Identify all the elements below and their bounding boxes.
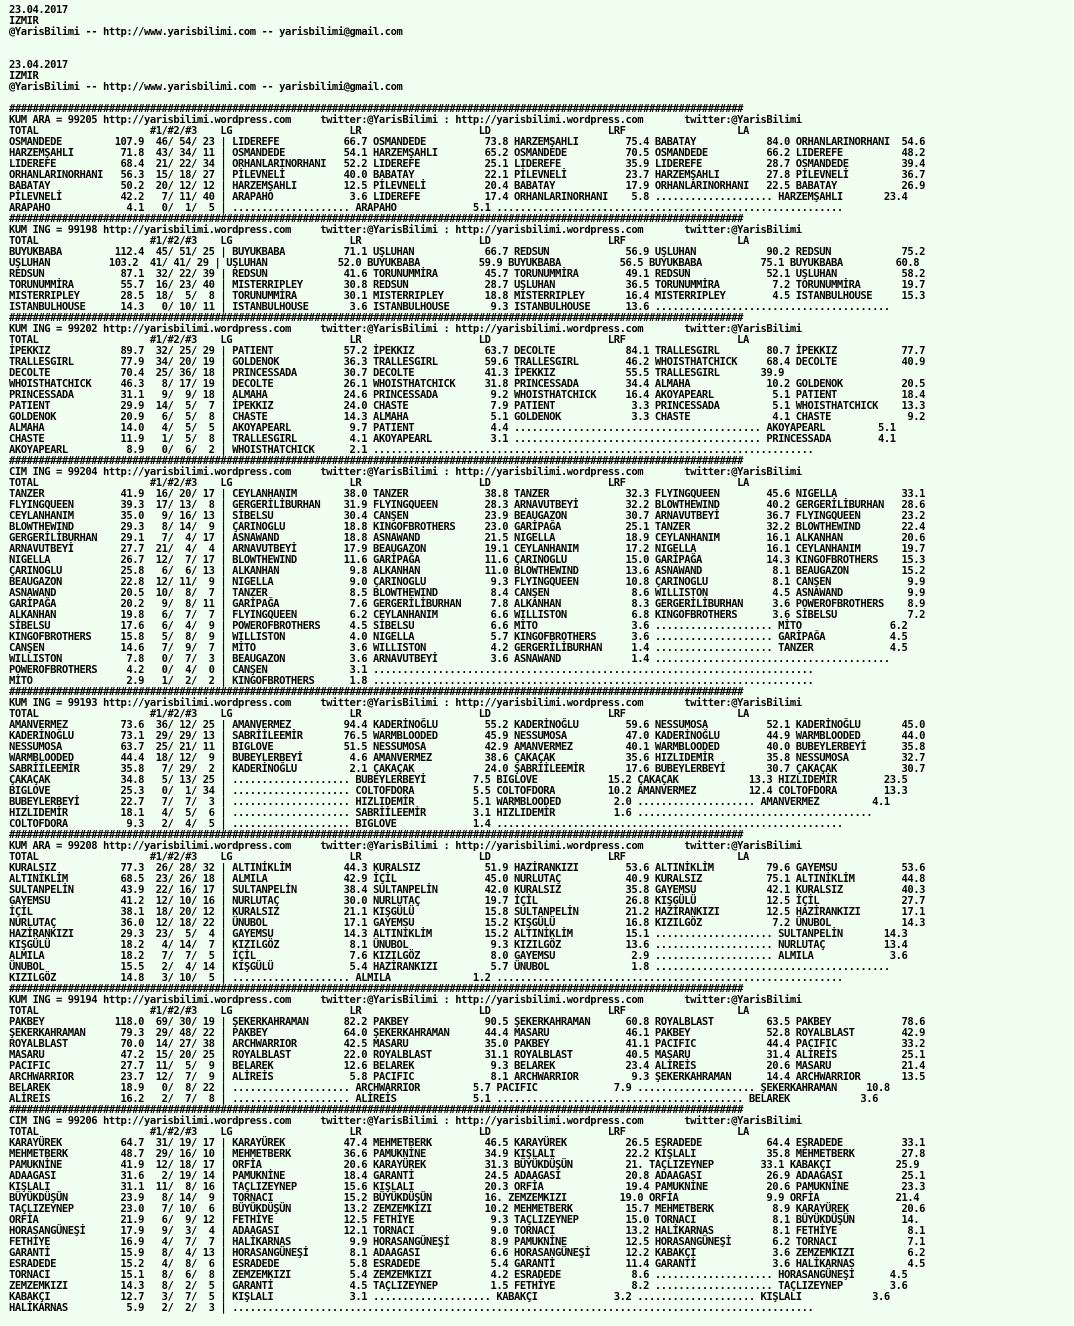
table-row: SİBELSU 17.6 6/ 4/ 9 | POWEROFBROTHERS 4.5 SİBELSU 6.6 MİTO 3.6 .................... MİTO 6.2	[9, 620, 908, 632]
table-row: ESRADEDE 15.2 4/ 8/ 6 | ESRADEDE 5.8 ESRADEDE 5.4 GARANTİ 11.4 GARANTİ 3.6 HALİKARNAS 4.5	[9, 1258, 925, 1270]
table-row: ALTINİKLİM 68.5 23/ 26/ 18 | ALMILA 42.9 İÇİL 45.0 NURLUTAÇ 40.9 KURALSIZ 75.1 ALTINİKLİM 44.8	[9, 873, 925, 885]
table-row: ARCHWARRIOR 23.7 12/ 7/ 9 | ALİREİS 5.8 PACIFIC 8.1 ARCHWARRIOR 9.3 ŞEKERKAHRAMAN 14.4 ARCHWARRIOR 13.5	[9, 1071, 925, 1083]
section-divider: #############################################################################################################################	[9, 455, 743, 467]
table-row: ASNAWAND 20.5 10/ 8/ 7 | TANZER 8.5 BLOWTHEWIND 8.4 CANŞEN 8.6 WILLISTON 4.5 ASNAWAND 9.9	[9, 587, 925, 599]
table-row: HALİKARNAS 5.9 2/ 2/ 3 | ...................................................................................................	[9, 1302, 814, 1314]
table-row: BABATAY 50.2 20/ 12/ 12 | HARZEMŞAHLI 12.5 PİLEVNELİ 20.4 BABATAY 17.9 ORHANLARINORHANI 22.5 BABATAY 26.9	[9, 180, 925, 192]
table-row: PAKBEY 118.0 69/ 30/ 19 | ŞEKERKAHRAMAN 82.2 PAKBEY 90.5 ŞEKERKAHRAMAN 60.8 ROYALBLAST 63.5 PAKBEY 78.6	[9, 1016, 925, 1028]
table-row: ARAPAHO 4.1 0/ 1/ 5 | .................... ARAPAHO 5.1 ...........................................................	[9, 202, 843, 214]
table-row: KABAKÇI 12.7 3/ 7/ 5 | KIŞLALI 3.1 .................... KABAKÇI 3.2 .................... KIŞLALI 3.6	[9, 1291, 890, 1303]
column-header: TOTAL #1/#2/#3 LG LR LD LRF LA	[9, 1126, 749, 1138]
table-row: NURLUTAÇ 36.0 12/ 18/ 22 | ÜNUBOL 17.1 GAYEMSU 15.2 KIŞGÜLÜ 16.8 KIZILGÖZ 7.2 ÜNUBOL 14.3	[9, 917, 925, 929]
table-row: CANŞEN 14.6 7/ 9/ 7 | MİTO 3.6 WILLISTON 4.2 GERGERİLİBURHAN 1.4 .................... TANZER 4.5	[9, 642, 908, 654]
race-header: KUM ARA = 99205 http://yarisbilimi.wordpress.com twitter:@YarisBilimi : http://yarisbilimi.wordpress.com twitter:@YarisBilimi	[9, 114, 802, 126]
section-divider: #############################################################################################################################	[9, 1104, 743, 1116]
table-row: ŞEKERKAHRAMAN 79.3 29/ 48/ 22 | PAKBEY 64.0 ŞEKERKAHRAMAN 44.4 MASARU 46.1 PAKBEY 52.8 ROYALBLAST 42.9	[9, 1027, 925, 1039]
race-header: KUM ING = 99202 http://yarisbilimi.wordpress.com twitter:@YarisBilimi : http://yarisbilimi.wordpress.com twitter:@YarisBilimi	[9, 323, 802, 335]
section-divider: #############################################################################################################################	[9, 103, 743, 115]
text-line: 23.04.2017	[9, 59, 68, 71]
race-header: KUM ING = 99198 http://yarisbilimi.wordpress.com twitter:@YarisBilimi : http://yarisbilimi.wordpress.com twitter:@YarisBilimi	[9, 224, 802, 236]
table-row: ARNAVUTBEYİ 27.7 21/ 4/ 4 | ARNAVUTBEYİ 17.9 BEAUGAZON 19.1 CEYLANHANIM 17.2 NIGELLA 16.1 CEYLANHANIM 19.7	[9, 543, 925, 555]
table-row: TANZER 41.9 16/ 20/ 17 | CEYLANHANIM 38.0 TANZER 38.8 TANZER 32.3 FLYINGQUEEN 45.6 NIGELLA 33.1	[9, 488, 925, 500]
table-row: GAYEMSU 41.2 12/ 10/ 16 | NURLUTAÇ 30.0 NURLUTAÇ 19.7 İÇİL 26.8 KIŞGÜLÜ 12.5 İÇİL 27.7	[9, 895, 925, 907]
column-header: TOTAL #1/#2/#3 LG LR LD LRF LA	[9, 334, 749, 346]
table-row: ÜNUBOL 15.5 2/ 4/ 14 | KIŞGÜLÜ 5.4 HAZİRANKIZI 5.7 ÜNUBOL 1.8 ........................................	[9, 961, 890, 973]
column-header: TOTAL #1/#2/#3 LG LR LD LRF LA	[9, 851, 749, 863]
table-row: MASARU 47.2 15/ 20/ 25 | ROYALBLAST 22.0 ROYALBLAST 31.1 ROYALBLAST 40.5 MASARU 31.4 ALİREİS 25.1	[9, 1049, 925, 1061]
column-header: TOTAL #1/#2/#3 LG LR LD LRF LA	[9, 235, 749, 247]
table-row: MEHMETBERK 48.7 29/ 16/ 10 | MEHMETBERK 36.6 PAMUKNİNE 34.9 KIŞLALI 22.2 KIŞLALI 35.8 MEHMETBERK 27.8	[9, 1148, 925, 1160]
table-row: AMANVERMEZ 73.6 36/ 12/ 25 | AMANVERMEZ 94.4 KADERİNOĞLU 55.2 KADERİNOĞLU 59.6 NESSUMOSA 52.1 KADERİNOĞLU 45.0	[9, 719, 925, 731]
table-row: GOLDENOK 20.9 6/ 5/ 8 | CHASTE 14.3 ALMAHA 5.1 GOLDENOK 3.3 CHASTE 4.1 CHASTE 9.2	[9, 411, 925, 423]
section-divider: #############################################################################################################################	[9, 213, 743, 225]
table-row: KINGOFBROTHERS 15.8 5/ 8/ 9 | WILLISTON 4.0 NIGELLA 5.7 KINGOFBROTHERS 3.6 .................... GARİPAĞA 4.5	[9, 631, 908, 643]
table-row: PACIFIC 27.7 11/ 5/ 9 | BELAREK 12.6 BELAREK 9.3 BELAREK 23.4 ALİREİS 20.6 MASARU 21.4	[9, 1060, 925, 1072]
table-row: TAÇLIZEYNEP 23.0 7/ 10/ 6 | BÜYÜKDÜŞÜN 13.2 ZEMZEMKIZI 10.2 MEHMETBERK 15.7 MEHMETBERK 8.9 KARAYÜREK 20.6	[9, 1203, 925, 1215]
table-row: BUYUKBABA 112.4 45/ 51/ 25 | BUYUKBABA 71.1 UŞLUHAN 66.7 REDSUN 56.9 UŞLUHAN 90.2 REDSUN 75.2	[9, 246, 925, 258]
table-row: FLYINGQUEEN 39.3 17/ 13/ 8 | GERGERİLİBURHAN 31.9 FLYINGQUEEN 28.3 ARNAVUTBEYİ 32.2 BLOWTHEWIND 40.2 GERGERİLİBURHAN 28.6	[9, 499, 925, 511]
table-row: ÇAKAÇAK 34.8 5/ 13/ 25 | .................... BUBEYLERBEYİ 7.5 BIGLOVE 15.2 ÇAKAÇAK 13.3 HIZLIDEMİR 23.5	[9, 774, 908, 786]
table-row: PRINCESSADA 31.1 9/ 9/ 18 | ALMAHA 24.6 PRINCESSADA 9.2 WHOISTHATCHICK 16.4 AKOYAPEARL 5.1 PATIENT 18.4	[9, 389, 925, 401]
section-divider: #############################################################################################################################	[9, 983, 743, 995]
table-row: GARANTİ 15.9 8/ 4/ 13 | HORASANGÜNEŞİ 8.1 ADAAGASI 6.6 HORASANGÜNEŞİ 12.2 KABAKÇI 3.6 ZEMZEMKIZI 6.2	[9, 1247, 925, 1259]
table-row: HARZEMŞAHLI 71.8 43/ 34/ 11 | OSMANDEDE 54.1 HARZEMŞAHLI 65.2 OSMANDEDE 70.5 OSMANDEDE 66.2 LIDEREFE 48.2	[9, 147, 925, 159]
table-row: CEYLANHANIM 35.0 9/ 16/ 13 | SİBELSU 30.4 CANŞEN 23.9 BEAUGAZON 30.7 ARNAVUTBEYİ 36.7 FLYINGQUEEN 23.2	[9, 510, 925, 522]
table-row: TORUNUMMİRA 55.7 16/ 23/ 40 | MISTERRIPLEY 30.8 REDSUN 28.7 UŞLUHAN 36.5 TORUNUMMİRA 7.2 TORUNUMMİRA 19.7	[9, 279, 925, 291]
table-row: PAMUKNİNE 41.9 12/ 18/ 17 | ORFİA 20.6 KARAYÜREK 31.3 BÜYÜKDÜŞÜN 21. TAÇLIZEYNEP 33.1 KABAKÇI 25.9	[9, 1159, 920, 1171]
table-row: ISTANBULHOUSE 14.3 0/ 10/ 11 | ISTANBULHOUSE 3.6 ISTANBULHOUSE 9.3 ISTANBULHOUSE 13.6 ........................................	[9, 301, 890, 313]
text-line: IZMIR	[9, 15, 39, 27]
table-row: BUBEYLERBEYİ 22.7 7/ 7/ 3 | .................... HIZLIDEMİR 5.1 WARMBLOODED 2.0 .................... AMANVERMEZ 4.1	[9, 796, 890, 808]
blank-line	[9, 49, 1074, 60]
table-row: ADAAGASI 31.6 2/ 19/ 14 | PAMUKNİNE 18.4 GARANTİ 24.5 ADAAGASI 20.8 ADAAGASI 26.9 ADAAGASI 25.1	[9, 1170, 925, 1182]
table-row: ALMAHA 14.0 4/ 5/ 5 | AKOYAPEARL 9.7 PATIENT 4.4 .......................................... AKOYAPEARL 5.1	[9, 422, 896, 434]
table-row: TORNACI 15.1 8/ 6/ 8 | ZEMZEMKIZI 5.4 ZEMZEMKIZI 4.2 ESRADEDE 8.6 .................... HORASANGÜNEŞİ 4.5	[9, 1269, 908, 1281]
table-row: KADERİNOĞLU 73.1 29/ 29/ 13 | SABRİİLEEMİR 76.5 WARMBLOODED 45.9 NESSUMOSA 47.0 KADERİNOĞLU 44.9 WARMBLOODED 44.0	[9, 730, 925, 742]
table-row: GARİPAĞA 20.2 9/ 8/ 11 | GARİPAĞA 7.6 GERGERİLİBURHAN 7.8 ALKANHAN 8.3 GERGERİLİBURHAN 3.6 POWEROFBROTHERS 8.9	[9, 598, 925, 610]
race-header: KUM ING = 99194 http://yarisbilimi.wordpress.com twitter:@YarisBilimi : http://yarisbilimi.wordpress.com twitter:@YarisBilimi	[9, 994, 802, 1006]
column-header: TOTAL #1/#2/#3 LG LR LD LRF LA	[9, 125, 749, 137]
race-header: KUM ING = 99193 http://yarisbilimi.wordpress.com twitter:@YarisBilimi : http://yarisbilimi.wordpress.com twitter:@YarisBilimi	[9, 697, 802, 709]
table-row: MİTO 2.9 1/ 2/ 2 | KINGOFBROTHERS 1.8 ...........................................................................	[9, 675, 814, 687]
race-header: CIM ING = 99204 http://yarisbilimi.wordpress.com twitter:@YarisBilimi : http://yarisbilimi.wordpress.com twitter:@YarisBilimi	[9, 466, 802, 478]
table-row: BIGLOVE 25.3 0/ 1/ 34 | .................... COLTOFDORA 5.5 COLTOFDORA 10.2 AMANVERMEZ 12.4 COLTOFDORA 13.3	[9, 785, 908, 797]
table-row: GERGERİLİBURHAN 29.1 7/ 4/ 17 | ASNAWAND 18.8 ASNAWAND 21.5 NIGELLA 18.9 CEYLANHANIM 16.1 ALKANHAN 20.6	[9, 532, 925, 544]
section-divider: #############################################################################################################################	[9, 312, 743, 324]
column-header: TOTAL #1/#2/#3 LG LR LD LRF LA	[9, 708, 749, 720]
table-row: BEAUGAZON 22.8 12/ 11/ 9 | NIGELLA 9.0 ÇARINOGLU 9.3 FLYINGQUEEN 10.8 ÇARINOGLU 8.1 CANŞEN 9.9	[9, 576, 925, 588]
table-row: İÇİL 38.1 18/ 20/ 12 | KURALSIZ 21.1 KIŞGÜLÜ 15.8 SULTANPELİN 21.2 HAZİRANKIZI 12.5 HAZİRANKIZI 17.1	[9, 906, 925, 918]
table-row: SABRİİLEEMİR 35.8 7/ 29/ 2 | KADERİNOĞLU 2.1 ÇAKAÇAK 24.0 ŞABRİİLEEMİR 17.6 BUBEYLERBEYİ 30.7 ÇAKAÇAK 30.7	[9, 763, 925, 775]
table-row: NIGELLA 26.7 12/ 7/ 17 | BLOWTHEWIND 11.6 GARİPAĞA 11.6 ÇARINOGLU 15.0 GARİPAĞA 14.3 KINGOFBROTHERS 15.3	[9, 554, 925, 566]
table-row: BELAREK 18.9 0/ 8/ 22 | .................... ARCHWARRIOR 5.7 PACIFIC 7.9 .................... ŞEKERKAHRAMAN 10.8	[9, 1082, 890, 1094]
table-row: DECOLTE 70.4 25/ 36/ 18 | PRINCESSADA 30.7 DECOLTE 41.3 İPEKKIZ 55.5 TRALLESGIRL 39.9	[9, 367, 785, 379]
text-line: @YarisBilimi -- http://www.yarisbilimi.com -- yarisbilimi@gmail.com	[9, 81, 403, 93]
table-row: KIZILGÖZ 14.8 3/ 10/ 5 | .................... ALMILA 1.2 ...........................................................	[9, 972, 843, 984]
table-row: KURALSIZ 77.3 26/ 28/ 32 | ALTINİKLİM 44.3 KURALSIZ 51.9 HAZİRANKIZI 53.6 ALTINİKLİM 79.6 GAYEMSU 53.6	[9, 862, 925, 874]
table-row: OSMANDEDE 107.9 46/ 54/ 23 | LIDEREFE 66.7 OSMANDEDE 73.8 HARZEMŞAHLI 75.4 BABATAY 84.0 ORHANLARINORHANI 54.6	[9, 136, 925, 148]
table-row: ALKANHAN 19.8 6/ 7/ 7 | FLYINGQUEEN 6.2 CEYLANHANIM 6.6 WILLISTON 6.8 KINGOFBROTHERS 3.6 SİBELSU 7.2	[9, 609, 925, 621]
blank-line	[9, 38, 1074, 49]
table-row: REDSUN 87.1 32/ 22/ 39 | REDSUN 41.6 TORUNUMMİRA 45.7 TORUNUMMİRA 49.1 REDSUN 52.1 UŞLUHAN 58.2	[9, 268, 925, 280]
table-row: KIŞLALI 31.1 11/ 8/ 16 | TAÇLIZEYNEP 15.6 KIŞLALI 20.3 ORFİA 19.4 PAMUKNİNE 20.6 PAMUKNİNE 23.3	[9, 1181, 925, 1193]
section-divider: #############################################################################################################################	[9, 829, 743, 841]
table-row: HAZİRANKIZI 29.3 23/ 5/ 4 | GAYEMSU 14.3 ALTINİKLİM 15.2 ALTINİKLİM 15.1 .................... SULTANPELİN 14.3	[9, 928, 908, 940]
table-row: ALMILA 18.2 7/ 7/ 5 | İÇİL 7.6 KIZILGÖZ 8.0 GAYEMSU 2.9 .................... ALMILA 3.6	[9, 950, 908, 962]
table-row: BLOWTHEWIND 29.3 8/ 14/ 9 | ÇARINOGLU 18.8 KINGOFBROTHERS 23.0 GARİPAĞA 25.1 TANZER 32.2 BLOWTHEWIND 22.4	[9, 521, 925, 533]
table-row: FETHİYE 16.9 4/ 7/ 7 | HALİKARNAS 9.9 HORASANGÜNEŞİ 8.9 PAMUKNİNE 12.5 HORASANGÜNEŞİ 6.2 TORNACI 7.1	[9, 1236, 925, 1248]
text-line: 23.04.2017	[9, 4, 68, 16]
table-row: ALİREİS 16.2 2/ 7/ 8 | .................... ALİREİS 5.1 .......................................... BELAREK 3.6	[9, 1093, 878, 1105]
table-row: HORASANGÜNEŞİ 17.9 9/ 3/ 4 | ADAAGASI 12.1 TORNACI 9.0 TORNACI 13.2 HALİKARNAS 8.1 FETHİYE 8.1	[9, 1225, 925, 1237]
table-row: ZEMZEMKIZI 14.3 8/ 2/ 5 | GARANTİ 4.5 TAÇLIZEYNEP 1.5 FETHİYE 8.2 .................... TAÇLIZEYNEP 3.6	[9, 1280, 908, 1292]
table-row: KARAYÜREK 64.7 31/ 19/ 17 | KARAYÜREK 47.4 MEHMETBERK 46.5 KARAYÜREK 26.5 EŞRADEDE 64.4 EŞRADEDE 33.1	[9, 1137, 925, 1149]
column-header: TOTAL #1/#2/#3 LG LR LD LRF LA	[9, 477, 749, 489]
table-row: ORHANLARINORHANI 56.3 15/ 18/ 27 | PİLEVNELİ 40.0 BABATAY 22.1 PİLEVNELİ 23.7 HARZEMŞAHLI 27.8 PİLEVNELİ 36.7	[9, 169, 925, 181]
table-row: BÜYÜKDÜŞÜN 23.9 8/ 14/ 9 | TORNACI 15.2 BÜYÜKDÜŞÜN 16. ZEMZEMKIZI 19.0 ORFİA 9.9 ORFİA 21.4	[9, 1192, 920, 1204]
table-row: WHOISTHATCHICK 46.3 8/ 17/ 19 | DECOLTE 26.1 WHOISTHATCHICK 31.8 PRINCESSADA 34.4 ALMAHA 10.2 GOLDENOK 20.5	[9, 378, 925, 390]
race-header: CIM ING = 99206 http://yarisbilimi.wordpress.com twitter:@YarisBilimi : http://yarisbilimi.wordpress.com twitter:@YarisBilimi	[9, 1115, 802, 1127]
table-row: LIDEREFE 68.4 21/ 22/ 34 | ORHANLARINORHANI 52.2 LIDEREFE 25.1 LIDEREFE 35.9 LIDEREFE 28.7 OSMANDEDE 39.4	[9, 158, 925, 170]
table-row: WILLISTON 7.8 0/ 7/ 3 | BEAUGAZON 3.6 ARNAVUTBEYİ 3.6 ASNAWAND 1.4 ........................................	[9, 653, 890, 665]
table-row: ÇARINOGLU 25.8 6/ 6/ 13 | ALKANHAN 9.8 ALKANHAN 11.0 BLOWTHEWIND 13.6 ASNAWAND 8.1 BEAUGAZON 15.2	[9, 565, 925, 577]
table-row: NESSUMOSA 63.7 25/ 21/ 11 | BIGLOVE 51.5 NESSUMOSA 42.9 AMANVERMEZ 40.1 WARMBLOODED 40.0 BUBEYLERBEYİ 35.8	[9, 741, 925, 753]
table-row: İPEKKIZ 89.7 32/ 25/ 29 | PATIENT 57.2 İPEKKIZ 63.7 DECOLTE 84.1 TRALLESGIRL 80.7 İPEKKIZ 77.7	[9, 345, 925, 357]
table-row: KIŞGÜLÜ 18.2 4/ 14/ 7 | KIZILGÖZ 8.1 ÜNUBOL 9.3 KIZILGÖZ 13.6 .................... NURLUTAÇ 13.4	[9, 939, 908, 951]
table-row: MISTERRIPLEY 28.5 18/ 5/ 8 | TORUNUMMİRA 30.1 MISTERRIPLEY 18.8 MISTERRIPLEY 16.4 MISTERRIPLEY 4.5 ISTANBULHOUSE 15.3	[9, 290, 925, 302]
table-row: UŞLUHAN 103.2 41/ 41/ 29 | UŞLUHAN 52.0 BUYUKBABA 59.9 BUYUKBABA 56.5 BUYUKBABA 75.1 BUYUKBABA 60.8	[9, 257, 920, 269]
table-row: POWEROFBROTHERS 4.2 0/ 4/ 0 | CANŞEN 3.1 ...........................................................................	[9, 664, 814, 676]
table-row: PİLEVNELİ 42.2 7/ 11/ 40 | ARAPAHO 3.6 LIDEREFE 17.4 ORHANLARINORHANI 5.8 .................... HARZEMŞAHLI 23.4	[9, 191, 908, 203]
text-line: IZMIR	[9, 70, 39, 82]
table-row: ORFİA 21.9 6/ 9/ 12 | FETHİYE 12.5 FETHİYE 9.3 TAÇLIZEYNEP 15.0 TORNACI 8.1 BÜYÜKDÜŞÜN 14.	[9, 1214, 920, 1226]
table-row: ROYALBLAST 70.0 14/ 27/ 38 | ARCHWARRIOR 42.5 MASARU 35.0 PAKBEY 41.1 PACIFIC 44.4 PACIFIC 33.2	[9, 1038, 925, 1050]
table-row: AKOYAPEARL 8.9 0/ 6/ 2 | WHOISTHATCHICK 2.1 ...........................................................................	[9, 444, 814, 456]
table-row: HIZLIDEMİR 18.1 4/ 5/ 6 | .................... SABRİİLEEMİR 3.1 HIZLIDEMİR 1.6 ........................................	[9, 807, 873, 819]
table-row: CHASTE 11.9 1/ 5/ 8 | TRALLESGIRL 4.1 AKOYAPEARL 3.1 .......................................... PRINCESSADA 4.1	[9, 433, 896, 445]
text-line: @YarisBilimi -- http://www.yarisbilimi.com -- yarisbilimi@gmail.com	[9, 26, 403, 38]
table-row: WARMBLOODED 44.4 18/ 12/ 9 | BUBEYLERBEYİ 4.6 AMANVERMEZ 38.6 ÇAKAÇAK 35.6 HIZLIDEMİR 35.8 NESSUMOSA 32.7	[9, 752, 925, 764]
column-header: TOTAL #1/#2/#3 LG LR LD LRF LA	[9, 1005, 749, 1017]
race-header: KUM ARA = 99208 http://yarisbilimi.wordpress.com twitter:@YarisBilimi : http://yarisbilimi.wordpress.com twitter:@YarisBilimi	[9, 840, 802, 852]
table-row: COLTOFDORA 9.3 2/ 4/ 5 | .................... BIGLOVE 1.4 ...........................................................	[9, 818, 843, 830]
table-row: PATIENT 29.9 14/ 5/ 7 | İPEKKIZ 24.0 CHASTE 7.9 PATIENT 3.3 PRINCESSADA 5.1 WHOISTHATCHICK 13.3	[9, 400, 925, 412]
section-divider: #############################################################################################################################	[9, 686, 743, 698]
table-row: SULTANPELİN 43.9 22/ 16/ 17 | SULTANPELİN 38.4 SULTANPELİN 42.0 KURALSIZ 35.8 GAYEMSU 42.1 KURALSIZ 40.3	[9, 884, 925, 896]
table-row: TRALLESGIRL 77.9 34/ 20/ 19 | GOLDENOK 36.3 TRALLESGIRL 59.6 TRALLESGIRL 46.2 WHOISTHATCHICK 68.4 DECOLTE 40.9	[9, 356, 925, 368]
